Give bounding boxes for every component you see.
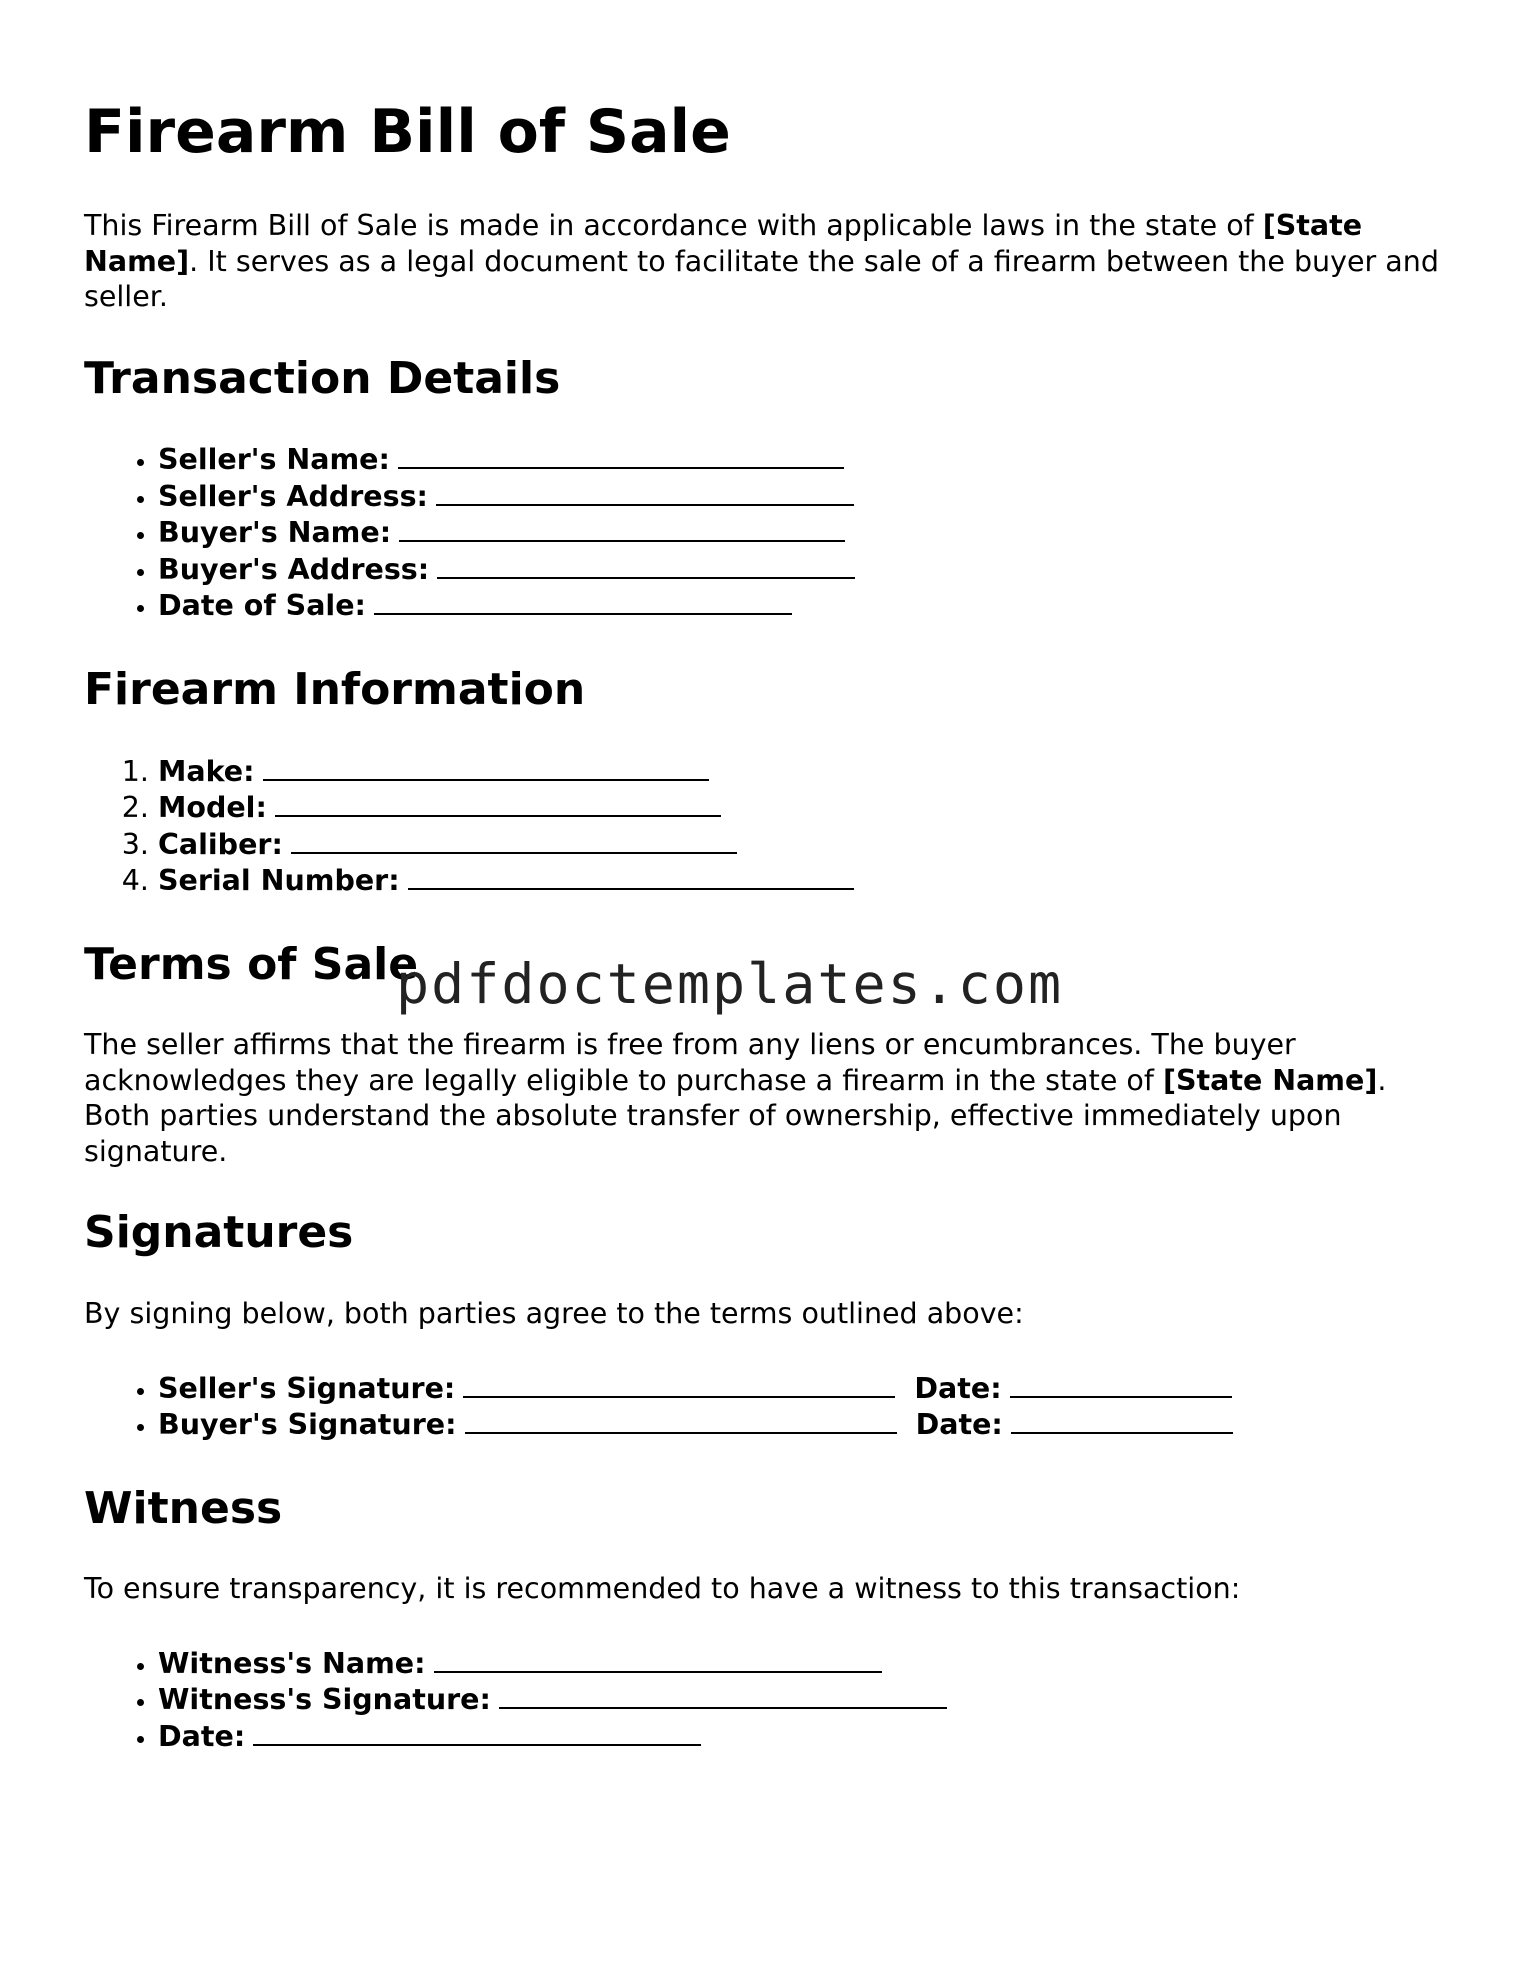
buyer-signature-field[interactable]	[465, 1406, 897, 1434]
list-item	[158, 1406, 1454, 1443]
intro-text-after: . It serves as a legal document to facilitate the sale of a firearm between the buyer and seller.	[84, 244, 1439, 313]
make-field[interactable]	[263, 753, 709, 781]
buyer-address-field[interactable]	[437, 551, 855, 579]
intro-state-placeholder: [State Name]	[84, 209, 1363, 278]
model-field[interactable]	[275, 789, 721, 817]
signatures-heading: Signatures	[84, 1207, 354, 1259]
date-of-sale-label: Date of Sale:	[158, 589, 366, 623]
intro-text-before: This Firearm Bill of Sale is made in accordance with applicable laws in the state of	[84, 209, 1263, 242]
list-item	[158, 441, 1454, 478]
buyer-name-label: Buyer's Name:	[158, 516, 392, 550]
seller-address-label: Seller's Address:	[158, 479, 428, 513]
caliber-field[interactable]	[291, 826, 737, 854]
caliber-label: Caliber:	[158, 827, 283, 861]
buyer-date-label: Date:	[915, 1408, 1003, 1442]
seller-address-field[interactable]	[436, 478, 854, 506]
watermark-text: pdfdoctemplates.com	[396, 952, 1064, 1016]
list-item	[158, 1681, 1454, 1718]
buyer-date-field[interactable]	[1011, 1406, 1233, 1434]
terms-paragraph	[84, 1027, 1454, 1169]
list-item	[158, 587, 1454, 624]
list-item	[158, 1370, 1454, 1407]
model-label: Model:	[158, 791, 267, 825]
signatures-list	[84, 1370, 1454, 1443]
list-item	[158, 478, 1454, 515]
terms-state-placeholder: [State Name]	[1162, 1063, 1378, 1097]
signatures-text: By signing below, both parties agree to the terms outlined above:	[84, 1297, 1024, 1331]
transaction-list	[84, 441, 1454, 624]
seller-date-field[interactable]	[1010, 1370, 1232, 1398]
buyer-signature-label: Buyer's Signature:	[158, 1408, 457, 1442]
seller-name-field[interactable]	[398, 441, 844, 469]
seller-signature-field[interactable]	[463, 1370, 895, 1398]
witness-list	[84, 1645, 1454, 1755]
list-item	[158, 551, 1454, 588]
terms-text-after: . Both parties understand the absolute transfer of ownership, effective immediately upon signature.	[84, 1063, 1387, 1168]
witness-heading: Witness	[84, 1482, 283, 1534]
witness-name-label: Witness's Name:	[158, 1646, 426, 1680]
terms-text-before: The seller affirms that the firearm is free from any liens or encumbrances. The buyer acknowledges they are legally eligible to purchase a firearm in the state of	[84, 1028, 1296, 1097]
list-item	[158, 862, 1454, 899]
witness-date-label: Date:	[158, 1719, 246, 1753]
document	[84, 96, 1454, 1794]
buyer-address-label: Buyer's Address:	[158, 552, 430, 586]
list-item	[158, 1645, 1454, 1682]
firearm-list	[84, 753, 1454, 899]
list-item	[158, 789, 1454, 826]
witness-name-field[interactable]	[434, 1645, 882, 1673]
seller-signature-label: Seller's Signature:	[158, 1371, 456, 1405]
serial-number-label: Serial Number:	[158, 864, 400, 898]
intro-paragraph	[84, 208, 1454, 315]
list-item	[158, 514, 1454, 551]
list-item	[158, 826, 1454, 863]
make-label: Make:	[158, 754, 255, 788]
seller-name-label: Seller's Name:	[158, 443, 390, 477]
witness-date-field[interactable]	[253, 1718, 701, 1746]
witness-signature-field[interactable]	[499, 1681, 947, 1709]
transaction-heading: Transaction Details	[84, 352, 561, 404]
witness-text: To ensure transparency, it is recommended to have a witness to this transaction:	[84, 1572, 1241, 1606]
document-title: Firearm Bill of Sale	[84, 97, 731, 167]
date-of-sale-field[interactable]	[374, 587, 792, 615]
list-item	[158, 753, 1454, 790]
buyer-name-field[interactable]	[399, 514, 845, 542]
list-item	[158, 1718, 1454, 1755]
seller-date-label: Date:	[914, 1371, 1002, 1405]
terms-heading: Terms of Sale	[84, 938, 419, 990]
serial-number-field[interactable]	[408, 862, 854, 890]
firearm-heading: Firearm Information	[84, 663, 586, 715]
witness-signature-label: Witness's Signature:	[158, 1683, 491, 1717]
